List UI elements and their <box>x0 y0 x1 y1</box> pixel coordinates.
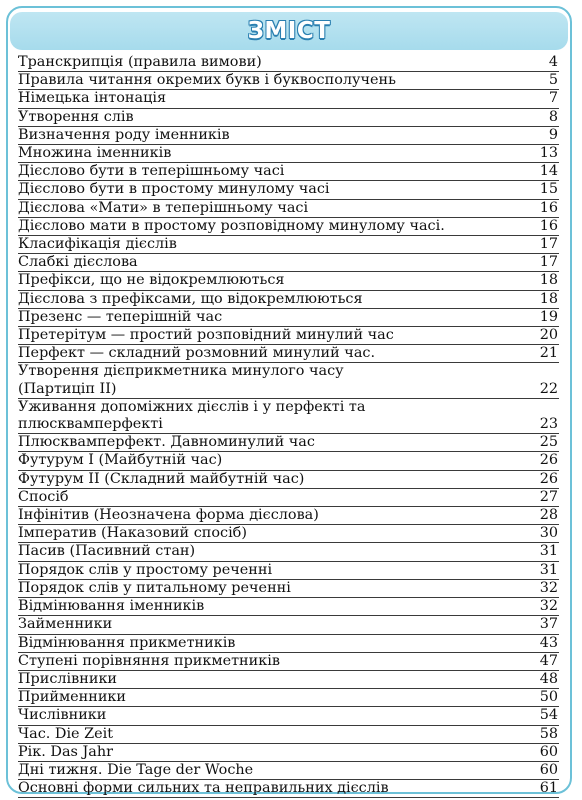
toc-entry-title: Основні форми сильних та неправильних дієслів <box>18 780 389 797</box>
toc-entry[interactable] <box>18 744 559 762</box>
toc-entry-page: 13 <box>539 145 558 162</box>
toc-entry-title: Дієслово бути в теперішньому часі <box>18 163 285 180</box>
toc-entry[interactable] <box>18 762 559 780</box>
toc-entry[interactable] <box>18 54 559 72</box>
toc-entry-title: Претерітум — простий розповідний минулий час <box>18 327 394 344</box>
toc-entry-title: Порядок слів у простому реченні <box>18 561 273 578</box>
toc-entry-title: Імператив (Наказовий спосіб) <box>18 525 247 542</box>
toc-entry-page: 17 <box>539 254 558 271</box>
toc-entry-page: 31 <box>539 543 558 560</box>
toc-entry-page: 43 <box>539 634 558 651</box>
toc-entry-title: Слабкі дієслова <box>18 254 138 271</box>
toc-entry[interactable] <box>18 471 559 489</box>
toc-entry-title: Прийменники <box>18 689 127 706</box>
toc-entry-page: 54 <box>539 707 558 724</box>
toc-entry[interactable] <box>18 525 559 543</box>
toc-entry[interactable] <box>18 452 559 470</box>
toc-entry-page: 14 <box>539 163 558 180</box>
toc-entry-page: 37 <box>539 616 558 633</box>
toc-entry-page: 19 <box>539 308 558 325</box>
toc-entry-title: Футурум І (Майбутній час) <box>18 452 223 469</box>
toc-entry-page: 25 <box>539 434 558 451</box>
toc-entry-title: Займенники <box>18 616 113 633</box>
toc-entry-title: Інфінітив (Неозначена форма дієслова) <box>18 507 319 524</box>
toc-entry[interactable] <box>18 127 559 145</box>
toc-entry-page: 9 <box>548 126 558 143</box>
toc-entry-page: 31 <box>539 561 558 578</box>
toc-entry-page: 32 <box>539 598 558 615</box>
toc-entry[interactable] <box>18 309 559 327</box>
toc-entry-page: 48 <box>539 670 558 687</box>
toc-entry-title: Плюсквамперфект. Давноминулий час <box>18 434 315 451</box>
toc-entry-title: Префікси, що не відокремлюються <box>18 272 285 289</box>
toc-entry-page: 18 <box>539 290 558 307</box>
toc-entry-title: Спосіб <box>18 488 69 505</box>
toc-entry-title: Відмінювання іменників <box>18 598 205 615</box>
toc-entry-page: 61 <box>539 780 558 797</box>
toc-entry[interactable] <box>18 272 559 290</box>
toc-entry[interactable] <box>18 163 559 181</box>
toc-entry[interactable] <box>18 726 559 744</box>
toc-entry-title: Презенс — теперішній час <box>18 308 223 325</box>
toc-entry-page: 18 <box>539 272 558 289</box>
toc-entry-page: 26 <box>539 452 558 469</box>
toc-entry-page: 8 <box>548 108 558 125</box>
toc-entry[interactable] <box>18 434 559 452</box>
toc-entry[interactable] <box>18 181 559 199</box>
toc-entry[interactable] <box>18 562 559 580</box>
toc-entry[interactable] <box>18 291 559 309</box>
toc-entry-title: Визначення роду іменників <box>18 126 230 143</box>
toc-entry[interactable] <box>18 780 559 798</box>
toc-entry[interactable] <box>18 72 559 90</box>
toc-entry-page: 7 <box>548 90 558 107</box>
toc-entry[interactable] <box>18 707 559 725</box>
toc-entry-page: 21 <box>539 345 558 362</box>
toc-entry-page: 22 <box>539 380 558 397</box>
toc-entry-title: Відмінювання прикметників <box>18 634 236 651</box>
toc-entry-page: 60 <box>539 761 558 778</box>
toc-entry[interactable] <box>18 109 559 127</box>
toc-entry-page: 23 <box>539 416 558 433</box>
toc-entry-title: Ступені порівняння прикметників <box>18 652 280 669</box>
toc-entry-page: 17 <box>539 236 558 253</box>
toc-entry-title: Пасив (Пасивний стан) <box>18 543 196 560</box>
toc-entry[interactable] <box>18 236 559 254</box>
toc-entry-title: Утворення дієприкметника минулого часу (Партиціп ІІ) <box>18 363 344 397</box>
toc-entry[interactable] <box>18 327 559 345</box>
toc-entry[interactable] <box>18 345 559 363</box>
page-title: ЗМІСТ <box>247 18 331 44</box>
toc-entry-title: Перфект — складний розмовний минулий час. <box>18 345 376 362</box>
contents-header <box>10 12 568 50</box>
toc-entry-title: Утворення слів <box>18 108 134 125</box>
toc-entry-page: 58 <box>539 725 558 742</box>
toc-entry-title: Числівники <box>18 707 107 724</box>
toc-entry[interactable] <box>18 635 559 653</box>
toc-entry-title: Правила читання окремих букв і буквосполучень <box>18 72 396 89</box>
toc-entry[interactable] <box>18 363 559 398</box>
toc-entry-page: 26 <box>539 470 558 487</box>
toc-entry-title: Класифікація дієслів <box>18 236 177 253</box>
toc-entry-page: 28 <box>539 507 558 524</box>
toc-entry[interactable] <box>18 653 559 671</box>
toc-entry[interactable] <box>18 507 559 525</box>
toc-entry[interactable] <box>18 254 559 272</box>
toc-entry-page: 5 <box>548 72 558 89</box>
toc-entry[interactable] <box>18 145 559 163</box>
toc-entry-title: Уживання допоміжних дієслів і у перфекті та плюсквамперфекті <box>18 398 366 433</box>
toc-entry[interactable] <box>18 689 559 707</box>
toc-entry-page: 30 <box>539 525 558 542</box>
toc-entry-page: 15 <box>539 181 558 198</box>
toc-entry-page: 50 <box>539 689 558 706</box>
toc-entry-page: 32 <box>539 579 558 596</box>
toc-entry[interactable] <box>18 200 559 218</box>
toc-entry[interactable] <box>18 399 559 434</box>
toc-entry[interactable] <box>18 218 559 236</box>
toc-entry[interactable] <box>18 489 559 507</box>
toc-entry[interactable] <box>18 580 559 598</box>
toc-entry-title: Транскрипція (правила вимови) <box>18 54 262 70</box>
toc-entry-title: Порядок слів у питальному реченні <box>18 579 291 596</box>
toc-entry[interactable] <box>18 616 559 634</box>
toc-entry-title: Футурум ІІ (Складний майбутній час) <box>18 470 305 487</box>
toc-entry[interactable] <box>18 543 559 561</box>
toc-entry-page: 47 <box>539 652 558 669</box>
toc-entry-title: Дієслова «Мати» в теперішньому часі <box>18 199 309 216</box>
toc-entry-title: Німецька інтонація <box>18 90 167 107</box>
toc-entry-title: Дієслово мати в простому розповідному минулому часі. <box>18 217 445 234</box>
toc-entry[interactable] <box>18 90 559 108</box>
table-of-contents <box>18 54 559 798</box>
toc-entry-title: Дієслова з префіксами, що відокремлюються <box>18 290 363 307</box>
toc-entry-title: Прислівники <box>18 670 118 687</box>
toc-entry-title: Рік. Das Jahr <box>18 743 114 760</box>
toc-entry[interactable] <box>18 671 559 689</box>
toc-entry-page: 20 <box>539 327 558 344</box>
toc-entry-page: 16 <box>539 199 558 216</box>
toc-entry-page: 4 <box>548 54 558 70</box>
toc-entry-title: Час. Die Zeit <box>18 725 114 742</box>
toc-entry-title: Дні тижня. Die Tage der Woche <box>18 761 254 778</box>
toc-entry-title: Множина іменників <box>18 145 172 162</box>
toc-entry[interactable] <box>18 598 559 616</box>
toc-entry-page: 27 <box>539 488 558 505</box>
toc-entry-page: 60 <box>539 743 558 760</box>
toc-entry-title: Дієслово бути в простому минулому часі <box>18 181 330 198</box>
toc-entry-page: 16 <box>539 217 558 234</box>
